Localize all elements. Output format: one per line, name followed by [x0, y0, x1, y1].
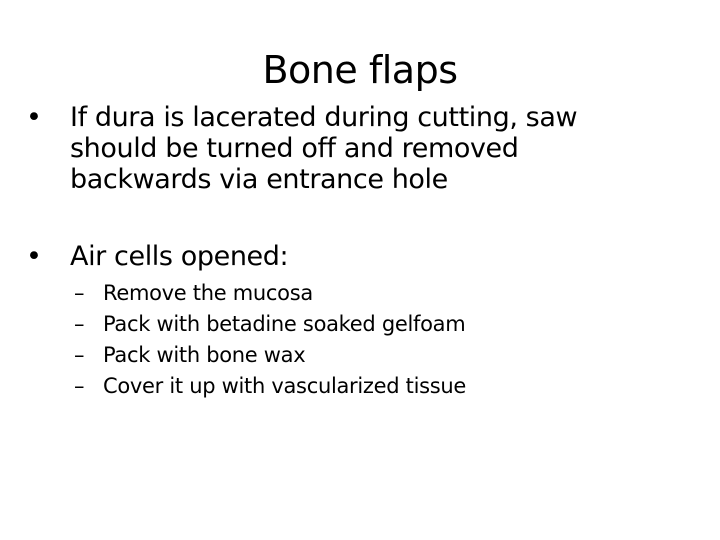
sub-bullet-text: Remove the mucosa	[103, 281, 313, 305]
sub-bullet-text: Pack with betadine soaked gelfoam	[103, 312, 466, 336]
bullet-item	[26, 102, 666, 195]
bullet-text: Air cells opened:	[70, 241, 289, 272]
dash-icon: –	[74, 281, 85, 305]
sub-bullet-text: Pack with bone wax	[103, 343, 306, 367]
bullet-icon: •	[26, 241, 42, 272]
sub-bullet-item	[74, 309, 674, 340]
bullet-item	[26, 241, 666, 272]
dash-icon: –	[74, 374, 85, 398]
bullet-icon: •	[26, 102, 42, 133]
sub-bullet-item	[74, 278, 674, 309]
sub-bullet-text: Cover it up with vascularized tissue	[103, 374, 467, 398]
bullet-text: If dura is lacerated during cutting, saw should be turned off and removed backwards via entrance hole	[70, 102, 578, 195]
dash-icon: –	[74, 312, 85, 336]
sub-bullet-item	[74, 371, 674, 402]
sub-bullet-item	[74, 340, 674, 371]
dash-icon: –	[74, 343, 85, 367]
slide-title: Bone flaps	[262, 48, 458, 92]
